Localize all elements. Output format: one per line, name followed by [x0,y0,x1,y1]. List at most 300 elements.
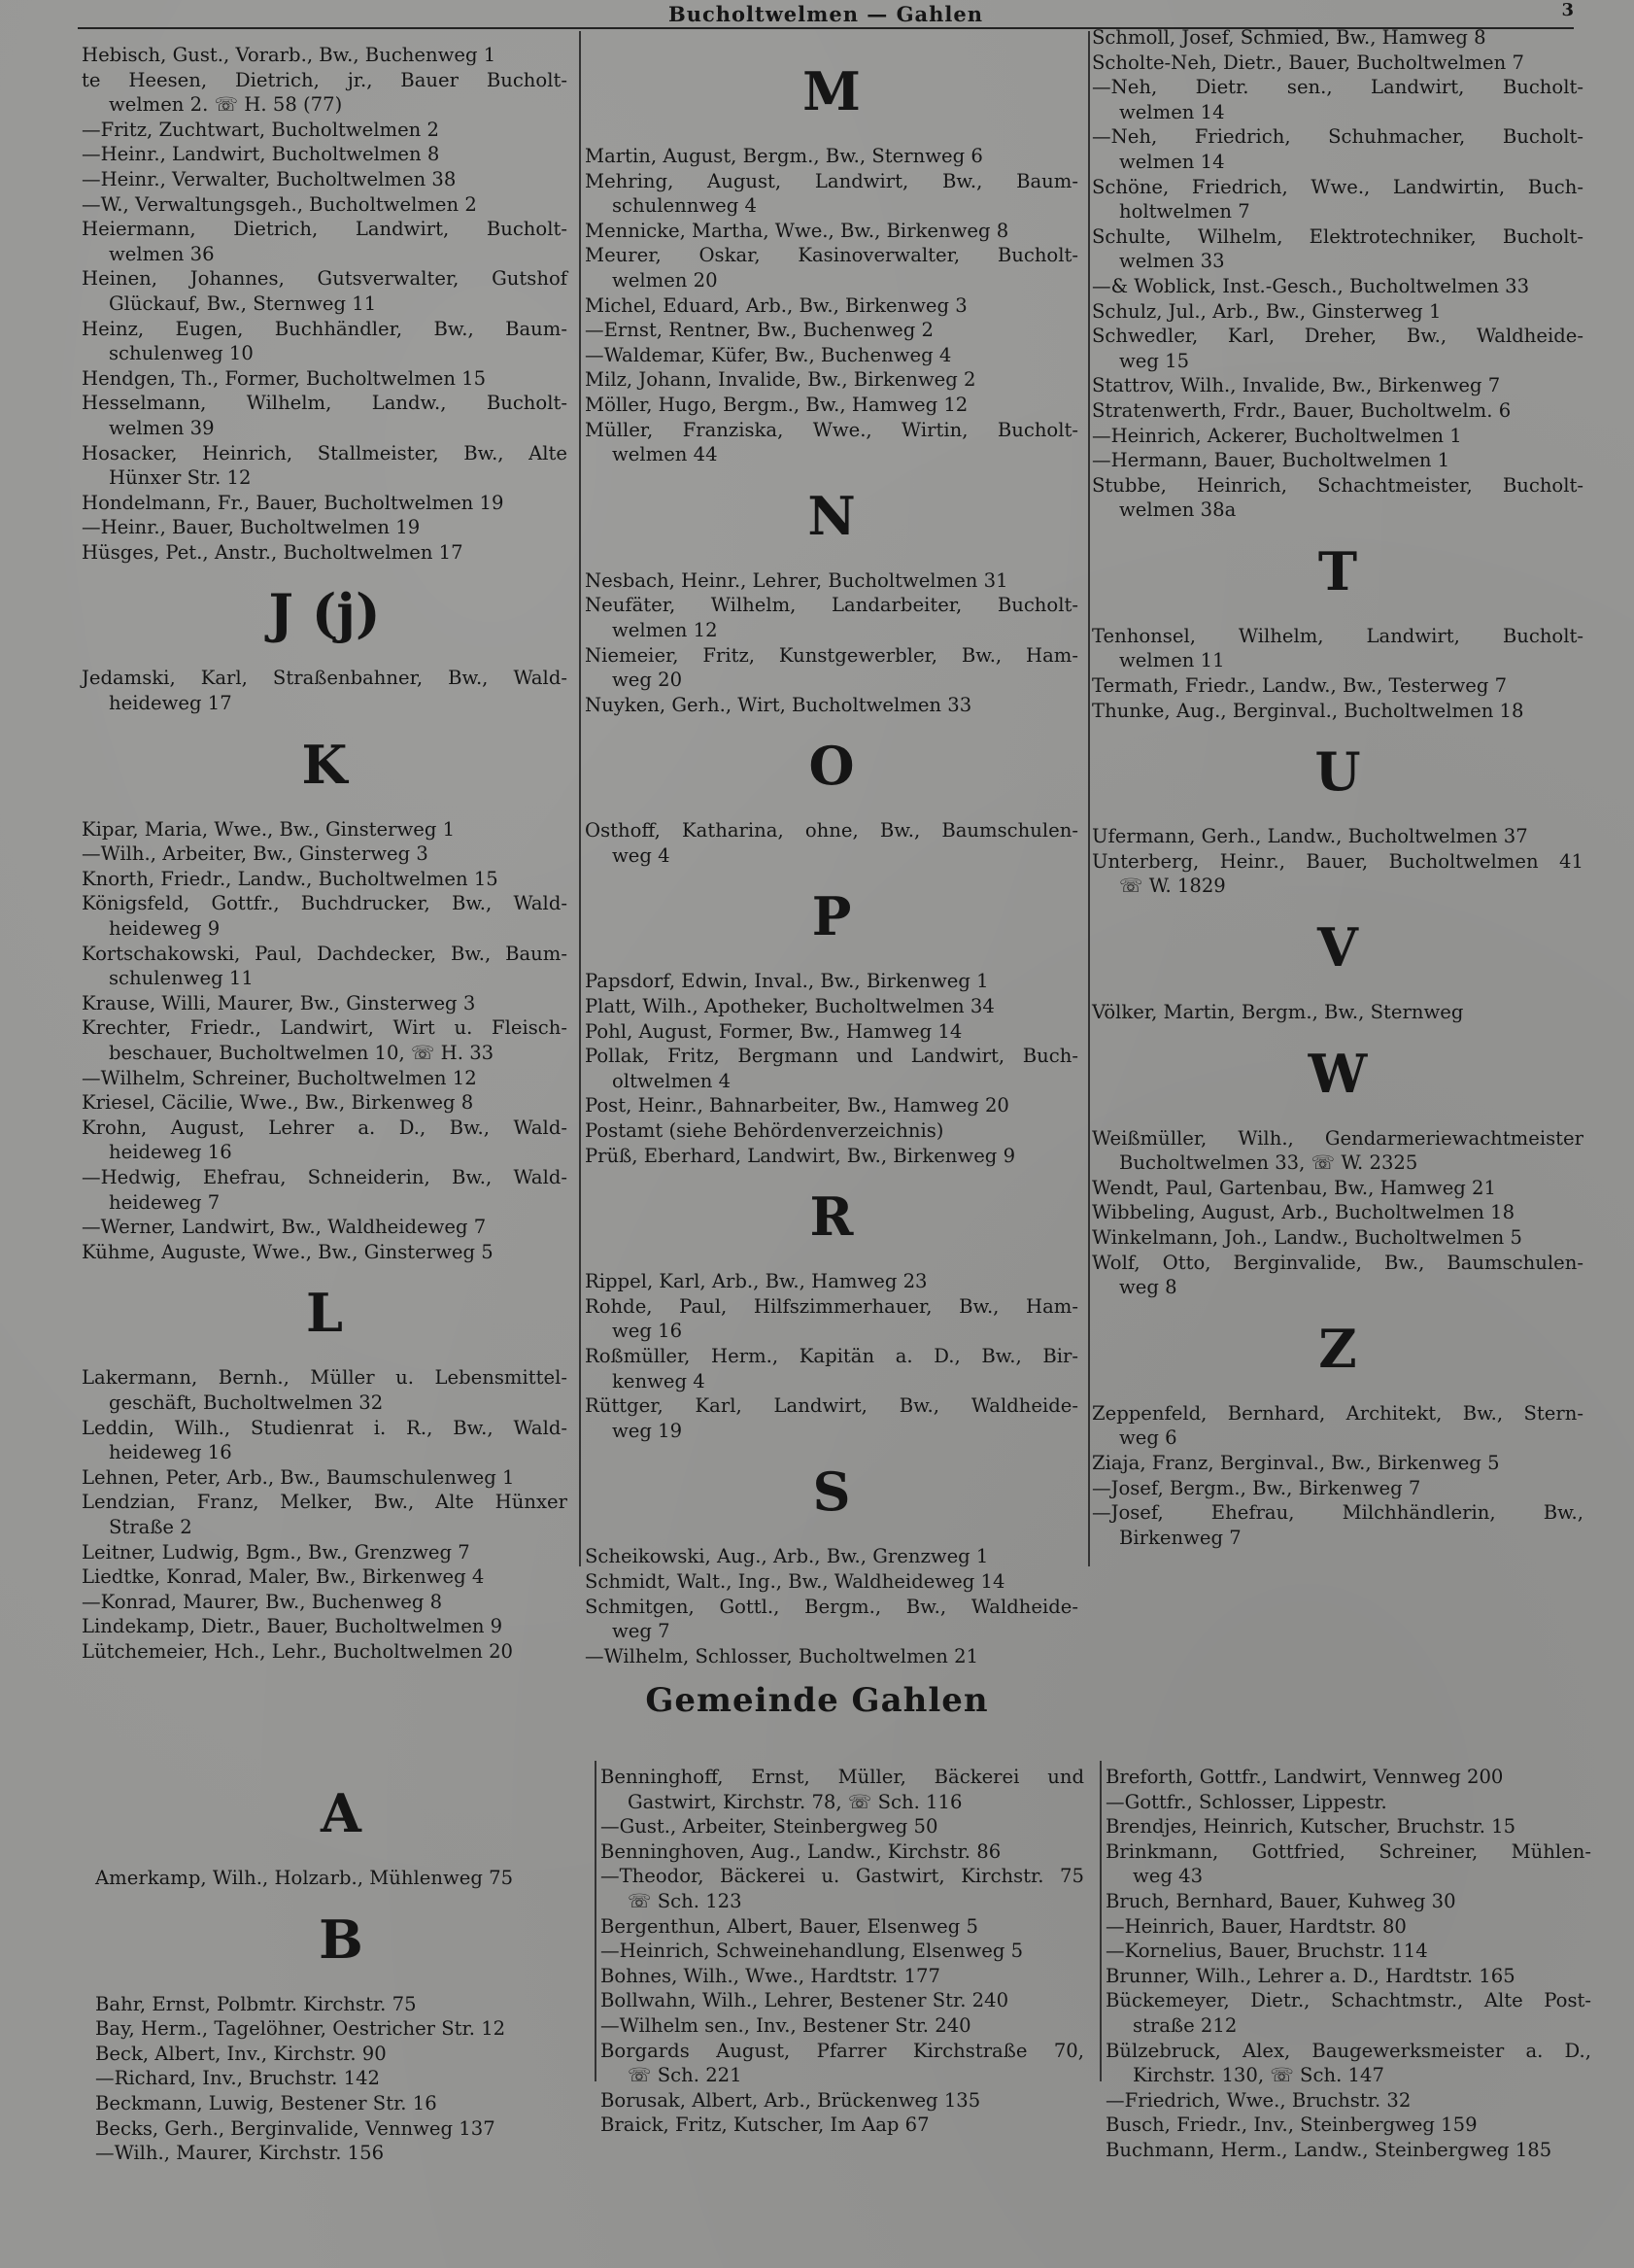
directory-entry [585,243,1078,292]
entry-line: Osthoff, Katharina, ohne, Bw., Baumschulen- [585,819,1078,842]
entry-continuation-line: welmen 2. ☏ H. 58 (77) [109,93,343,117]
section-letter: A [321,1782,361,1844]
entry-line: Tenhonsel, Wilhelm, Landwirt, Bucholt- [1092,624,1583,647]
entry-continuation-line: weg 7 [612,1620,670,1643]
entry-line: Ufermann, Gerh., Landw., Bucholtwelmen 37 [1092,825,1528,848]
entry-line: Bollwahn, Wilh., Lehrer, Bestener Str. 240 [600,1989,1009,2012]
entry-line: Heiermann, Dietrich, Landwirt, Bucholt- [82,218,567,241]
entry-continuation-line: welmen 12 [612,618,718,641]
entry-line: Scholte-Neh, Dietr., Bauer, Bucholtwelmen 7 [1092,51,1524,74]
entry-continuation-line: heideweg 16 [109,1141,232,1164]
entry-line: —Neh, Dietr. sen., Landwirt, Bucholt- [1092,76,1583,99]
section-title-gemeinde-gahlen: Gemeinde Gahlen [645,1681,989,1720]
directory-entry [600,2088,1084,2113]
entry-continuation-line: welmen 38a [1119,498,1237,522]
directory-entry [585,643,1078,693]
entry-line: —Heinrich, Ackerer, Bucholtwelmen 1 [1092,424,1462,447]
directory-entry [600,1914,1084,1940]
entry-line: Wendt, Paul, Gartenbau, Bw., Hamweg 21 [1092,1176,1496,1199]
column-bucholtwelmen-2 [585,43,1078,1668]
directory-entry [1092,1500,1583,1550]
entry-line: Hendgen, Th., Former, Bucholtwelmen 15 [82,366,487,390]
entry-line: —Hermann, Bauer, Bucholtwelmen 1 [1092,449,1450,472]
entry-continuation-line: holtwelmen 7 [1119,200,1250,223]
entry-line: Wolf, Otto, Berginvalide, Bw., Baumschulen- [1092,1251,1583,1274]
entry-line: Leitner, Ludwig, Bgm., Bw., Grenzweg 7 [82,1540,470,1564]
entry-line: —W., Verwaltungsgeh., Bucholtwelmen 2 [82,192,477,216]
entry-line: Rohde, Paul, Hilfszimmerhauer, Bw., Ham- [585,1294,1078,1318]
entry-line: Völker, Martin, Bergm., Bw., Sternweg [1092,1001,1464,1024]
entry-line: Becks, Gerh., Berginvalide, Vennweg 137 [95,2116,495,2140]
directory-entry [585,219,1078,244]
directory-entry [1092,324,1583,373]
directory-entry [600,1814,1084,1839]
entry-line: Kriesel, Cäcilie, Wwe., Bw., Birkenweg 8 [82,1091,474,1115]
entry-continuation-line: ☏ Sch. 123 [628,1889,742,1912]
entry-line: Hondelmann, Fr., Bauer, Bucholtwelmen 19 [82,491,504,514]
section-letter: B [319,1907,363,1971]
entry-line: Hebisch, Gust., Vorarb., Bw., Buchenweg 1 [82,44,496,66]
entry-line: Lendzian, Franz, Melker, Bw., Alte Hünxer [82,1491,567,1514]
directory-entry [82,441,567,491]
directory-entry [82,1465,567,1491]
entry-continuation-line: heideweg 9 [109,917,221,941]
directory-entry [585,1544,1078,1569]
entry-line: —Theodor, Bäckerei u. Gastwirt, Kirchstr. 75 [600,1865,1084,1888]
entry-continuation-line: weg 15 [1119,349,1190,372]
entry-line: Stattrov, Wilh., Invalide, Bw., Birkenweg 7 [1092,374,1501,397]
directory-entry [95,2116,587,2142]
entry-line: Krohn, August, Lehrer a. D., Bw., Wald- [82,1116,567,1139]
entry-line: —Werner, Landwirt, Bw., Waldheideweg 7 [82,1216,487,1239]
directory-entry [95,2066,587,2091]
entry-line: Weißmüller, Wilh., Gendarmeriewachtmeister [1092,1126,1583,1150]
directory-entry [95,1866,587,1891]
entry-line: —Gust., Arbeiter, Steinbergweg 50 [600,1815,938,1838]
directory-entry [1106,1814,1591,1839]
entry-line: —Heinrich, Bauer, Hardtstr. 80 [1106,1914,1407,1938]
entry-line: Niemeier, Fritz, Kunstgewerbler, Bw., Ham- [585,643,1078,667]
entry-continuation-line: heideweg 7 [109,1190,221,1214]
directory-entry [585,1269,1078,1294]
directory-entry [82,1165,567,1215]
directory-entry [82,1215,567,1240]
directory-entry [1106,2039,1591,2088]
directory-entry [585,693,1078,718]
entry-line: Liedtke, Konrad, Maler, Bw., Birkenweg 4 [82,1565,485,1589]
entry-line: —Wilh., Maurer, Kirchstr. 156 [95,2142,385,2165]
directory-entry [82,1540,567,1565]
directory-entry [585,1093,1078,1118]
entry-line: Michel, Eduard, Arb., Bw., Birkenweg 3 [585,293,968,317]
entry-continuation-line: heideweg 16 [109,1441,232,1464]
directory-entry [1092,25,1583,51]
directory-entry [82,1490,567,1539]
directory-entry [1092,824,1583,849]
entry-continuation-line: welmen 20 [612,268,718,292]
entry-line: Postamt (siehe Behördenverzeichnis) [585,1119,944,1143]
directory-entry [1092,124,1583,174]
directory-entry [95,2042,587,2067]
directory-entry [585,169,1078,219]
entry-continuation-line: ☏ Sch. 221 [628,2064,742,2087]
entry-line: Martin, August, Bergm., Bw., Sternweg 6 [585,145,983,167]
entry-continuation-line: weg 8 [1119,1276,1177,1299]
directory-entry [600,2113,1084,2138]
entry-line: Mennicke, Martha, Wwe., Bw., Birkenweg 8 [585,219,1009,242]
entry-line: Knorth, Friedr., Landw., Bucholtwelmen 15 [82,867,498,890]
entry-line: Kühme, Auguste, Wwe., Bw., Ginsterweg 5 [82,1240,494,1263]
entry-line: —Fritz, Zuchtwart, Bucholtwelmen 2 [82,118,439,141]
directory-entry [82,842,567,867]
directory-entry [82,1066,567,1091]
entry-line: Schmoll, Josef, Schmied, Bw., Hamweg 8 [1092,26,1486,49]
entry-line: Pohl, August, Former, Bw., Hamweg 14 [585,1019,963,1043]
entry-continuation-line: schulenweg 11 [109,967,254,990]
section-letter: L [306,1282,343,1345]
entry-line: —Josef, Ehefrau, Milchhändlerin, Bw., [1092,1501,1583,1525]
entry-line: Mehring, August, Landwirt, Bw., Baum- [585,169,1078,192]
directory-entry [82,1015,567,1065]
entry-line: Buchmann, Herm., Landw., Steinbergweg 185 [1106,2138,1552,2161]
directory-entry [1092,1126,1583,1176]
section-letter: K [301,733,348,796]
entry-line: Kortschakowski, Paul, Dachdecker, Bw., Baum- [82,942,567,965]
column-gahlen-2 [600,1765,1084,2138]
entry-continuation-line: weg 4 [612,843,670,867]
entry-line: —Hedwig, Ehefrau, Schneiderin, Bw., Wald- [82,1165,567,1188]
entry-continuation-line: Hünxer Str. 12 [109,466,252,490]
entry-line: —Wilhelm, Schlosser, Bucholtwelmen 21 [585,1644,979,1667]
directory-entry [1092,1451,1583,1476]
section-letter: P [811,885,852,948]
entry-line: Milz, Johann, Invalide, Bw., Birkenweg 2 [585,368,976,392]
directory-entry [600,1964,1084,1989]
entry-line: Braick, Fritz, Kutscher, Im Aap 67 [600,2113,930,2137]
entry-line: Schmitgen, Gottl., Bergm., Bw., Waldheide- [585,1595,1078,1618]
directory-entry [82,1365,567,1415]
directory-entry [82,515,567,540]
section-letter: V [1317,916,1358,979]
entry-continuation-line: weg 19 [612,1419,683,1442]
directory-entry [1092,1251,1583,1300]
directory-entry [1092,1176,1583,1201]
entry-line: Schulte, Wilhelm, Elektrotechniker, Bucholt- [1092,224,1583,248]
entry-continuation-line: schulenweg 10 [109,342,254,365]
directory-entry [82,540,567,566]
entry-line: —Wilhelm sen., Inv., Bestener Str. 240 [600,2013,971,2037]
directory-entry [1106,1790,1591,1815]
directory-entry [585,343,1078,368]
directory-entry [82,391,567,440]
entry-line: Ziaja, Franz, Berginval., Bw., Birkenweg 5 [1092,1451,1500,1474]
entry-line: Rippel, Karl, Arb., Bw., Hamweg 23 [585,1270,928,1293]
entry-continuation-line: welmen 14 [1119,100,1225,123]
entry-continuation-line: oltwelmen 4 [612,1069,732,1092]
directory-entry [1092,224,1583,274]
entry-line: Benninghoff, Ernst, Müller, Bäckerei und [600,1766,1084,1788]
entry-continuation-line: straße 212 [1133,2013,1238,2037]
entry-continuation-line: Gastwirt, Kirchstr. 78, ☏ Sch. 116 [628,1790,963,1813]
directory-entry [1092,673,1583,699]
entry-line: Borusak, Albert, Arb., Brückenweg 135 [600,2088,981,2112]
entry-line: Unterberg, Heinr., Bauer, Bucholtwelmen 41 [1092,849,1583,873]
directory-entry [1106,1964,1591,1989]
entry-line: Platt, Wilh., Apotheker, Bucholtwelmen 34 [585,995,995,1018]
directory-entry [1092,473,1583,523]
entry-line: —Friedrich, Wwe., Bruchstr. 32 [1106,2088,1412,2112]
entry-line: Brendjes, Heinrich, Kutscher, Bruchstr. 15 [1106,1815,1516,1838]
entry-continuation-line: Glückauf, Bw., Sternweg 11 [109,292,377,315]
column-gahlen-1 [95,1765,587,2166]
entry-line: Lakermann, Bernh., Müller u. Lebensmittel- [82,1366,567,1390]
column-rule-gahlen-right [1100,1761,1102,2081]
entry-continuation-line: weg 20 [612,669,683,692]
directory-entry [82,192,567,218]
directory-entry [1092,1401,1583,1451]
entry-continuation-line: ☏ W. 1829 [1119,875,1226,898]
section-letter: N [807,484,856,547]
entry-line: Termath, Friedr., Landw., Bw., Testerweg 7 [1092,674,1508,698]
column-bucholtwelmen-3 [1092,25,1583,1550]
entry-line: Lütchemeier, Hch., Lehr., Bucholtwelmen 20 [82,1639,514,1663]
entry-line: —Waldemar, Küfer, Bw., Buchenweg 4 [585,343,952,366]
directory-entry [1092,51,1583,76]
directory-entry [1106,1839,1591,1889]
directory-entry [585,1118,1078,1144]
entry-continuation-line: welmen 44 [612,443,718,466]
entry-continuation-line: Bucholtwelmen 33, ☏ W. 2325 [1119,1151,1418,1175]
entry-line: Heinz, Eugen, Buchhändler, Bw., Baum- [82,317,567,340]
column-rule-right [1088,31,1090,1566]
running-title: Bucholtwelmen — Gahlen [667,2,984,26]
entry-continuation-line: welmen 11 [1119,649,1225,672]
entry-line: Thunke, Aug., Berginval., Bucholtwelmen 18 [1092,699,1524,722]
entry-line: Prüß, Eberhard, Landwirt, Bw., Birkenweg 9 [585,1144,1016,1167]
entry-line: Brunner, Wilh., Lehrer a. D., Hardtstr. 165 [1106,1964,1515,1987]
entry-continuation-line: Kirchstr. 130, ☏ Sch. 147 [1133,2064,1384,2087]
entry-line: Lindekamp, Dietr., Bauer, Bucholtwelmen 9 [82,1615,503,1638]
directory-entry [600,2013,1084,2039]
directory-entry [585,293,1078,319]
directory-entry [1092,373,1583,398]
directory-entry [585,994,1078,1019]
entry-line: Busch, Friedr., Inv., Steinbergweg 159 [1106,2113,1478,2137]
entry-line: Müller, Franziska, Wwe., Wirtin, Bucholt- [585,418,1078,441]
directory-entry [585,418,1078,467]
directory-entry [95,2141,587,2166]
directory-entry [82,991,567,1016]
entry-continuation-line: Straße 2 [109,1515,192,1538]
directory-entry [1092,1200,1583,1225]
column-rule-left [579,31,581,1566]
directory-entry [1106,2113,1591,2138]
entry-continuation-line: Birkenweg 7 [1119,1526,1242,1549]
directory-entry [82,1590,567,1615]
entry-continuation-line: weg 43 [1133,1865,1204,1888]
directory-entry [1092,175,1583,224]
directory-entry [585,393,1078,418]
directory-entry [1092,1225,1583,1251]
directory-entry [585,969,1078,994]
directory-entry [1092,398,1583,424]
column-rule-gahlen-left [595,1761,596,2081]
entry-line: Lehnen, Peter, Arb., Bw., Baumschulenweg 1 [82,1465,515,1489]
directory-entry [600,2039,1084,2088]
directory-entry [82,1116,567,1165]
entry-line: Krause, Willi, Maurer, Bw., Ginsterweg 3 [82,991,476,1014]
entry-line: Benninghoven, Aug., Landw., Kirchstr. 86 [600,1839,1002,1863]
directory-entry [1092,75,1583,124]
directory-entry [82,1614,567,1639]
directory-entry [82,491,567,516]
directory-entry [600,1939,1084,1964]
directory-entry [82,1240,567,1265]
directory-entry [82,1564,567,1590]
entry-line: Stratenwerth, Frdr., Bauer, Bucholtwelm. 6 [1092,398,1512,422]
directory-entry [82,942,567,991]
entry-continuation-line: welmen 36 [109,242,215,265]
entry-line: Hesselmann, Wilhelm, Landw., Bucholt- [82,392,567,415]
page-number: 3 [1561,0,1574,20]
directory-entry [585,1344,1078,1393]
entry-line: —Neh, Friedrich, Schuhmacher, Bucholt- [1092,125,1583,149]
directory-entry [1092,424,1583,449]
entry-continuation-line: heideweg 17 [109,692,232,715]
section-letter: T [1317,539,1358,602]
column-gahlen-3 [1106,1765,1591,2163]
entry-line: Möller, Hugo, Bergm., Bw., Hamweg 12 [585,393,969,416]
directory-entry [82,817,567,842]
entry-line: Schwedler, Karl, Dreher, Bw., Waldheide- [1092,325,1583,348]
directory-entry [600,1988,1084,2013]
directory-entry [95,1992,587,2017]
entry-line: Bohnes, Wilh., Wwe., Hardtstr. 177 [600,1964,940,1987]
entry-line: —Richard, Inv., Bruchstr. 142 [95,2067,381,2090]
entry-line: —Josef, Bergm., Bw., Birkenweg 7 [1092,1476,1421,1499]
section-letter: U [1314,740,1361,804]
entry-line: —& Woblick, Inst.-Gesch., Bucholtwelmen 33 [1092,274,1530,297]
directory-entry [1106,1914,1591,1940]
directory-entry [585,593,1078,642]
entry-line: Königsfeld, Gottfr., Buchdrucker, Bw., Wald- [82,892,567,915]
entry-line: Zeppenfeld, Bernhard, Architekt, Bw., Stern- [1092,1401,1583,1425]
entry-line: Bay, Herm., Tagelöhner, Oestricher Str. 12 [95,2017,506,2041]
entry-line: —Ernst, Rentner, Bw., Buchenweg 2 [585,319,934,342]
entry-continuation-line: welmen 39 [109,416,215,439]
directory-entry [585,818,1078,868]
entry-continuation-line: welmen 14 [1119,150,1225,173]
entry-continuation-line: weg 6 [1119,1426,1177,1450]
directory-entry [82,1639,567,1665]
directory-entry [82,666,567,715]
entry-continuation-line: welmen 33 [1119,250,1225,273]
entry-line: Roßmüller, Herm., Kapitän a. D., Bw., Bir- [585,1345,1078,1367]
entry-line: Papsdorf, Edwin, Inval., Bw., Birkenweg 1 [585,970,989,993]
entry-line: Breforth, Gottfr., Landwirt, Vennweg 200 [1106,1766,1504,1788]
directory-entry [585,1044,1078,1093]
directory-entry [600,1839,1084,1865]
directory-entry [1092,448,1583,473]
section-letter: M [802,60,861,122]
entry-line: Bergenthun, Albert, Bauer, Elsenweg 5 [600,1914,978,1938]
entry-line: —Heinr., Verwalter, Bucholtwelmen 38 [82,167,457,190]
directory-entry [1106,1988,1591,2038]
directory-entry [1106,1765,1591,1790]
entry-line: Amerkamp, Wilh., Holzarb., Mühlenweg 75 [95,1867,514,1889]
directory-entry [82,366,567,392]
entry-line: Bahr, Ernst, Polbmtr. Kirchstr. 75 [95,1992,417,2015]
entry-line: Beckmann, Luwig, Bestener Str. 16 [95,2091,437,2114]
entry-continuation-line: schulennweg 4 [612,194,757,218]
entry-line: Rüttger, Karl, Landwirt, Bw., Waldheide- [585,1394,1078,1418]
entry-line: Bülzebruck, Alex, Baugewerksmeister a. D., [1106,2039,1591,2062]
entry-line: Jedamski, Karl, Straßenbahner, Bw., Wald- [82,667,567,690]
entry-line: Post, Heinr., Bahnarbeiter, Bw., Hamweg 20 [585,1094,1009,1117]
directory-entry [1092,1000,1583,1025]
directory-entry [82,142,567,167]
entry-line: Schulz, Jul., Arb., Bw., Ginsterweg 1 [1092,299,1442,323]
directory-entry [585,1144,1078,1169]
directory-entry [600,1864,1084,1913]
directory-entry [82,118,567,143]
directory-entry [1106,2138,1591,2163]
directory-entry [82,266,567,316]
directory-entry [585,367,1078,393]
section-letter: J (j) [268,582,381,645]
entry-line: Leddin, Wilh., Studienrat i. R., Bw., Wald- [82,1416,567,1439]
section-letter: R [809,1186,854,1249]
directory-entry [585,1595,1078,1644]
entry-line: Scheikowski, Aug., Arb., Bw., Grenzweg 1 [585,1545,989,1568]
entry-line: Schmidt, Walt., Ing., Bw., Waldheideweg 14 [585,1569,1005,1593]
directory-entry [600,1765,1084,1814]
directory-entry [1106,2088,1591,2113]
entry-line: Nesbach, Heinr., Lehrer, Bucholtwelmen 31 [585,568,1008,592]
directory-entry [1092,274,1583,299]
entry-line: —Wilh., Arbeiter, Bw., Ginsterweg 3 [82,842,428,866]
directory-entry [82,891,567,941]
directory-entry [1092,699,1583,724]
entry-continuation-line: kenweg 4 [612,1369,705,1392]
section-letter: Z [1318,1317,1357,1380]
directory-entry [1092,1476,1583,1501]
entry-line: Stubbe, Heinrich, Schachtmeister, Bucholt- [1092,473,1583,497]
entry-continuation-line: weg 16 [612,1320,683,1343]
directory-entry [82,217,567,266]
directory-entry [82,68,567,118]
entry-line: Hüsges, Pet., Anstr., Bucholtwelmen 17 [82,540,463,564]
entry-line: Nuyken, Gerh., Wirt, Bucholtwelmen 33 [585,693,972,716]
entry-line: Heinen, Johannes, Gutsverwalter, Gutshof [82,267,567,291]
directory-entry [585,1294,1078,1344]
directory-entry [82,43,567,68]
directory-entry [1106,1939,1591,1964]
directory-entry [1092,299,1583,325]
entry-line: Pollak, Fritz, Bergmann und Landwirt, Buch- [585,1045,1078,1068]
directory-entry [95,2016,587,2042]
entry-line: —Gottfr., Schlosser, Lippestr. [1106,1790,1387,1813]
entry-line: Brinkmann, Gottfried, Schreiner, Mühlen- [1106,1839,1591,1863]
entry-line: —Heinrich, Schweinehandlung, Elsenweg 5 [600,1940,1024,1963]
directory-entry [585,144,1078,169]
directory-entry [585,318,1078,343]
entry-line: Schöne, Friedrich, Wwe., Landwirtin, Buch- [1092,175,1583,198]
entry-line: Neufäter, Wilhelm, Landarbeiter, Bucholt- [585,594,1078,617]
column-bucholtwelmen-1 [82,43,567,1664]
entry-line: —Konrad, Maurer, Bw., Buchenweg 8 [82,1590,443,1613]
directory-entry [585,1019,1078,1045]
